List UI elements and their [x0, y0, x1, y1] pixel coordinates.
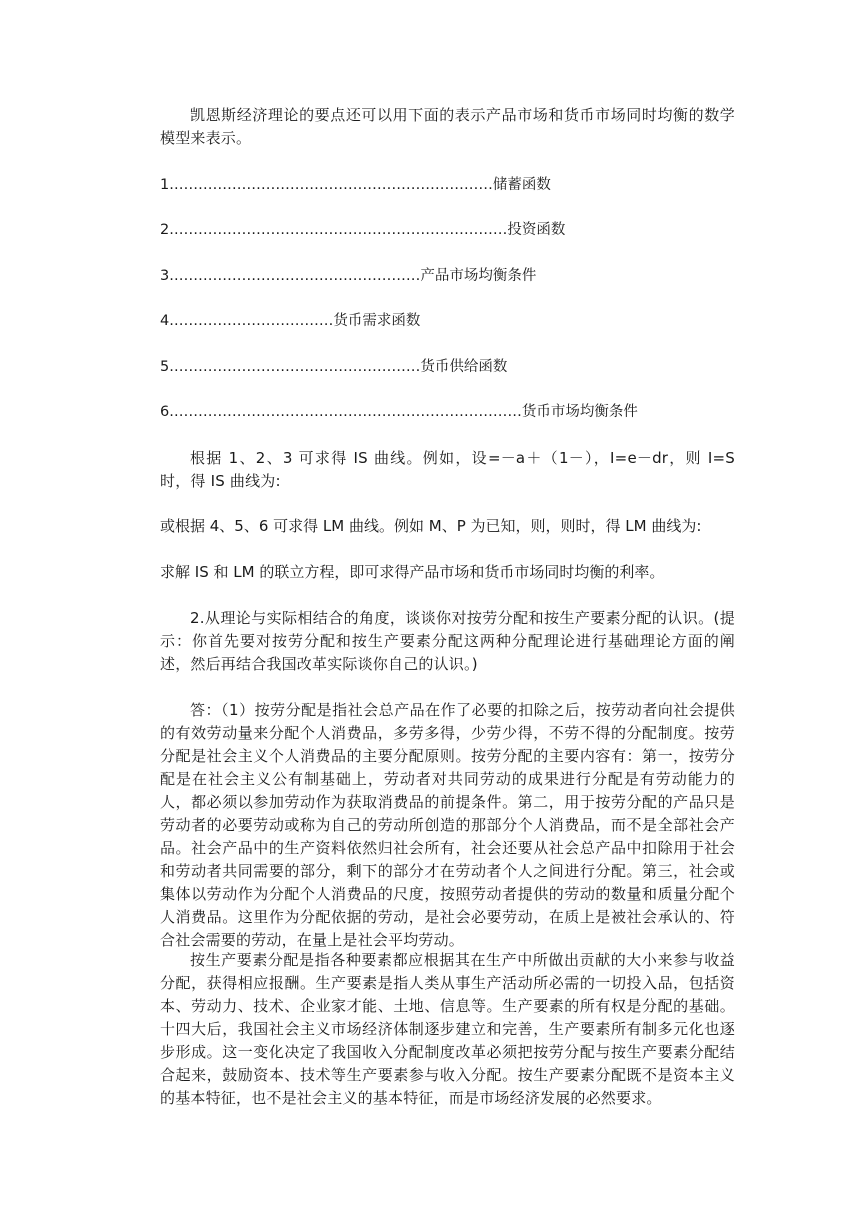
lm-curve-paragraph: 或根据 4、5、6 可求得 LM 曲线。例如 M、P 为已知，则，则时，得 LM 曲线为:: [160, 517, 702, 535]
equation-5-money-supply-function: 5.……………………………………………货币供给函数: [160, 359, 508, 375]
answer-part2-paragraph: 按生产要素分配是指各种要素都应根据其在生产中所做出贡献的大小来参与收益分配，获得相应报酬。生产要素是指人类从事生产活动所必需的一切投入品，包括资本、劳动力、技术、企业家才能、土地、信息等。生产要素的所有权是分配的基础。十四大后，我国社会主义市场经济体制逐步建立和完善，生产要素所有制多元化也逐步形成。这一变化决定了我国收入分配制度改革必须把按劳分配与按生产要素分配结合起来，鼓励资本、技术等生产要素参与收入分配。按生产要素分配既不是资本主义的基本特征，也不是社会主义的基本特征，而是市场经济发展的必然要求。: [160, 951, 735, 1107]
equation-1-savings-function: 1.…………………………………………………………储蓄函数: [160, 177, 551, 193]
is-curve-paragraph: 根据 1、2、3 可求得 IS 曲线。例如，设=－a＋（1－），I=e－dr，则 I=S 时，得 IS 曲线为:: [160, 449, 735, 490]
equation-6-money-market-equilibrium: 6.………………………………………………………………货币市场均衡条件: [160, 404, 638, 420]
intro-paragraph: 凯恩斯经济理论的要点还可以用下面的表示产品市场和货币市场同时均衡的数学模型来表示。: [160, 106, 735, 147]
answer-part1-paragraph: 答：（1）按劳分配是指社会总产品在作了必要的扣除之后，按劳动者向社会提供的有效劳动量来分配个人消费品，多劳多得，少劳少得，不劳不得的分配制度。按劳分配是社会主义个人消费品的主要分配原则。按劳分配的主要内容有：第一，按劳分配是在社会主义公有制基础上，劳动者对共同劳动的成果进行分配是有劳动能力的人，都必须以参加劳动作为获取消费品的前提条件。第二，用于按劳分配的产品只是劳动者的必要劳动或称为自己的劳动所创造的那部分个人消费品，而不是全部社会产品。社会产品中的生产资料依然归社会所有，社会还要从社会总产品中扣除用于社会和劳动者共同需要的部分，剩下的部分才在劳动者个人之间进行分配。第三，社会或集体以劳动作为分配个人消费品的尺度，按照劳动者提供的劳动的数量和质量分配个人消费品。这里作为分配依据的劳动，是社会必要劳动，在质上是被社会承认的、符合社会需要的劳动，在量上是社会平均劳动。: [160, 701, 735, 949]
equation-4-money-demand-function: 4.……………………………货币需求函数: [160, 313, 421, 329]
equation-3-product-market-equilibrium: 3.……………………………………………产品市场均衡条件: [160, 268, 537, 284]
equation-2-investment-function: 2.……………………………………………………………投资函数: [160, 222, 566, 238]
solve-paragraph: 求解 IS 和 LM 的联立方程，即可求得产品市场和货币市场同时均衡的利率。: [160, 563, 665, 581]
question-paragraph: 2.从理论与实际相结合的角度，谈谈你对按劳分配和按生产要素分配的认识。(提示：你首先要对按劳分配和按生产要素分配这两种分配理论进行基础理论方面的阐述，然后再结合我国改革实际谈你自己的认识。): [160, 609, 735, 673]
